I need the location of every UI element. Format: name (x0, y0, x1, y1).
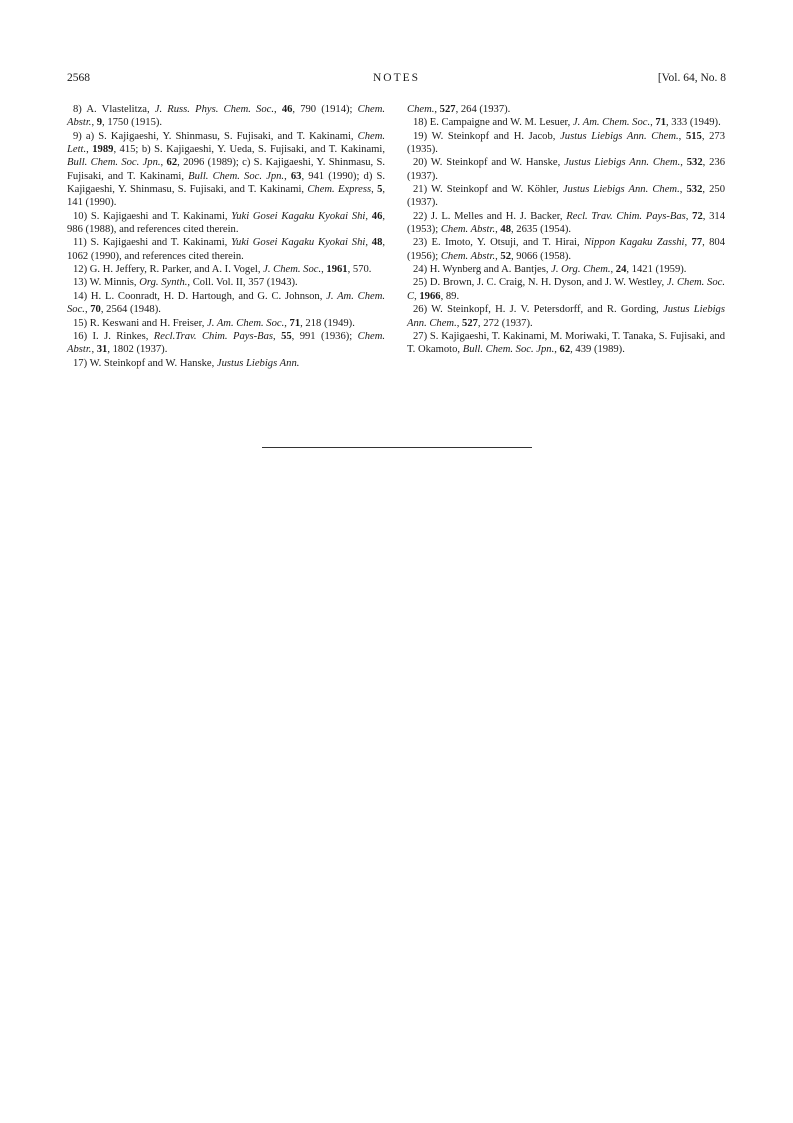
reference-text: , 1062 (1990), and references cited therein. (67, 237, 386, 262)
reference-text: , 236 (1937). (407, 157, 726, 182)
reference-text: , 1421 (1959). (626, 264, 687, 276)
reference-text: , 250 (1937). (407, 184, 725, 209)
reference-volume: 63 (290, 170, 302, 182)
reference-text: 10) S. Kajigaeshi and T. Kakinami, (73, 210, 232, 222)
reference-volume: 46 (371, 210, 383, 222)
reference-text: , 2635 (1954). (511, 224, 572, 236)
reference-journal: J. Am. Chem. Soc. (67, 290, 385, 316)
volume-label: [Vol. 64, No. 8 (657, 72, 726, 84)
reference-volume: 77 (691, 237, 703, 249)
reference-journal: Chem. Abstr. (440, 250, 496, 262)
reference-text: , (274, 104, 282, 115)
reference-text: 20) W. Steinkopf and W. Hanske, (413, 157, 565, 169)
reference-text: , (678, 130, 686, 142)
reference-entry (67, 330, 385, 357)
reference-text: , (86, 144, 93, 156)
reference-text: 17) W. Steinkopf and W. Hanske, (73, 357, 217, 369)
reference-text: , (284, 170, 291, 182)
reference-entry (67, 236, 385, 263)
reference-text: , 439 (1989). (570, 344, 625, 356)
reference-volume: 9 (96, 117, 103, 129)
reference-entry (407, 103, 725, 116)
reference-journal: J. Am. Chem. Soc. (207, 317, 285, 329)
reference-text: , 941 (1990); d) S. Kajigaeshi, Y. Shinmasu, S. Fujisaki, and T. Kakinami, (67, 170, 386, 196)
reference-volume: 5 (377, 184, 383, 196)
reference-entry (67, 210, 385, 237)
page-number: 2568 (67, 72, 90, 84)
reference-text: , (495, 224, 501, 236)
reference-text: , (371, 184, 378, 196)
reference-journal: Chem. Abstr. (67, 104, 385, 129)
reference-entry (67, 290, 385, 317)
reference-volume: 70 (90, 304, 101, 316)
reference-text: , 2564 (1948). (100, 304, 161, 316)
reference-text: 26) W. Steinkopf, H. J. V. Petersdorff, and R. Gording, (413, 304, 664, 316)
reference-text: , 415; b) S. Kajigaeshi, Y. Ueda, S. Fujisaki, and T. Kakinami, (113, 144, 385, 156)
reference-text: , 986 (1988), and references cited therein. (67, 210, 386, 236)
reference-text: , (273, 330, 282, 342)
reference-entry (407, 276, 725, 303)
reference-text: 9) a) S. Kajigaeshi, Y. Shinmasu, S. Fujisaki, and T. Kakinami, (73, 130, 358, 142)
reference-journal: Chem. Abstr. (440, 224, 496, 236)
reference-volume: 71 (289, 317, 301, 329)
reference-text: , (414, 290, 420, 302)
reference-text: , 1802 (1937). (107, 344, 168, 356)
reference-text: , (680, 157, 687, 169)
reference-entry (67, 276, 385, 289)
reference-text: , 314 (1953); (407, 210, 725, 236)
reference-entry (407, 116, 725, 129)
reference-text: , (434, 104, 440, 115)
reference-journal: Bull. Chem. Soc. Jpn. (67, 157, 161, 169)
reference-entry (407, 236, 725, 263)
reference-text: , 804 (1956); (407, 237, 726, 262)
reference-text: , (365, 237, 372, 249)
reference-volume: 1961 (326, 264, 348, 276)
reference-entry (407, 210, 725, 237)
reference-journal: J. Chem. Soc. C (407, 277, 725, 302)
reference-journal: Yuki Gosei Kagaku Kyokai Shi (231, 210, 366, 222)
reference-entry (407, 303, 725, 330)
reference-volume: 72 (692, 210, 703, 222)
reference-text: , (365, 210, 372, 222)
reference-volume: 1966 (419, 290, 441, 302)
reference-journal: Justus Liebigs Ann. Chem. (560, 130, 679, 142)
reference-text: , (284, 317, 290, 329)
reference-text: , 264 (1937). (455, 104, 511, 115)
reference-text: 11) S. Kajigaeshi and T. Kakinami, (73, 237, 232, 249)
reference-text: 22) J. L. Melles and H. J. Backer, (413, 210, 567, 222)
reference-entry (407, 263, 725, 276)
reference-journal: Chem. (407, 104, 435, 115)
reference-entry (67, 103, 385, 130)
reference-journal: Yuki Gosei Kagaku Kyokai Shi (231, 237, 366, 249)
reference-text: 23) E. Imoto, Y. Otsuji, and T. Hirai, (413, 237, 584, 249)
reference-journal: Justus Liebigs Ann. Chem. (564, 157, 681, 169)
reference-text: , 333 (1949). (666, 117, 721, 129)
reference-volume: 55 (281, 330, 292, 342)
reference-text: , (91, 344, 97, 356)
reference-journal: Chem. Lett. (67, 130, 385, 156)
reference-text: 16) I. J. Rinkes, (73, 330, 154, 342)
reference-entry (407, 183, 725, 210)
running-header (67, 72, 726, 88)
reference-journal: Chem. Express (307, 184, 372, 196)
reference-text: 27) S. Kajigaeshi, T. Kakinami, M. Moriwaki, T. Tanaka, S. Fujisaki, and T. Okamoto, (407, 330, 725, 356)
reference-entry (67, 357, 385, 370)
reference-journal: Justus Liebigs Ann. (216, 357, 300, 369)
reference-text: , 2096 (1989); c) S. Kajigaeshi, Y. Shinmasu, S. Fujisaki, and T. Kakinami, (67, 157, 386, 182)
reference-journal: Chem. Abstr. (67, 330, 385, 356)
reference-entry (67, 317, 385, 330)
reference-volume: 532 (686, 157, 703, 169)
reference-text: 25) D. Brown, J. C. Craig, N. H. Dyson, and J. W. Westley, (413, 277, 667, 289)
reference-text: 14) H. L. Coonradt, H. D. Hartough, and G. C. Johnson, (73, 290, 327, 302)
references-right-column (407, 103, 725, 357)
end-rule (262, 447, 532, 448)
reference-text: 12) G. H. Jeffery, R. Parker, and A. I. Vogel, (73, 264, 264, 276)
reference-text: 13) W. Minnis, (73, 277, 140, 289)
reference-text: , 1750 (1915). (102, 117, 163, 129)
reference-text: , 991 (1936); (291, 330, 358, 342)
reference-journal: Justus Liebigs Ann. Chem. (562, 184, 680, 196)
reference-text: , 9066 (1958). (511, 250, 572, 262)
reference-journal: J. Org. Chem. (551, 264, 611, 276)
reference-text: , (679, 184, 687, 196)
section-title: NOTES (372, 72, 421, 84)
reference-journal: J. Russ. Phys. Chem. Soc. (154, 104, 274, 115)
reference-journal: J. Chem. Soc. (263, 264, 322, 276)
reference-text: 15) R. Keswani and H. Freiser, (73, 317, 208, 329)
reference-journal: Nippon Kagaku Zasshi (583, 237, 685, 249)
reference-text: 8) A. Vlastelitza, (73, 104, 155, 115)
reference-volume: 532 (686, 184, 703, 196)
reference-text: , 141 (1990). (67, 184, 386, 209)
reference-journal: J. Am. Chem. Soc. (572, 117, 651, 129)
reference-entry (407, 130, 725, 157)
reference-volume: 62 (166, 157, 178, 169)
reference-journal: Org. Synth. (139, 277, 188, 289)
reference-entry (407, 330, 725, 357)
reference-text: , (84, 304, 91, 316)
reference-text: , (684, 237, 692, 249)
reference-entry (67, 130, 385, 210)
reference-text: , (685, 210, 693, 222)
reference-volume: 48 (500, 224, 511, 236)
reference-text: , (160, 157, 167, 169)
reference-text: , 218 (1949). (300, 317, 355, 329)
reference-volume: 71 (655, 117, 666, 129)
reference-text: , (650, 117, 656, 129)
reference-volume: 52 (500, 250, 511, 262)
reference-journal: Recl.Trav. Chim. Pays-Bas (153, 330, 273, 342)
reference-text: , 89. (440, 290, 460, 302)
reference-entry (407, 156, 725, 183)
reference-volume: 31 (96, 344, 108, 356)
reference-journal: Justus Liebigs Ann. Chem. (407, 304, 725, 329)
reference-volume: 46 (281, 104, 293, 115)
reference-volume: 527 (462, 317, 478, 329)
reference-volume: 24 (615, 264, 627, 276)
reference-journal: Bull. Chem. Soc. Jpn. (462, 344, 555, 356)
reference-volume: 62 (559, 344, 571, 356)
reference-text: , (495, 250, 501, 262)
reference-journal: Bull. Chem. Soc. Jpn. (188, 170, 285, 182)
reference-text: 19) W. Steinkopf and H. Jacob, (413, 130, 561, 142)
reference-text: , (610, 264, 616, 276)
reference-text: , Coll. Vol. II, 357 (1943). (187, 277, 298, 289)
reference-text: , (554, 344, 560, 356)
reference-text: , 273 (1935). (407, 130, 726, 156)
reference-text: , (321, 264, 327, 276)
reference-text: , (456, 317, 463, 329)
reference-journal: Recl. Trav. Chim. Pays-Bas (566, 210, 686, 222)
reference-text: 24) H. Wynberg and A. Bantjes, (413, 264, 552, 276)
reference-text: , 272 (1937). (477, 317, 533, 329)
reference-text: 21) W. Steinkopf and W. Köhler, (413, 184, 563, 196)
reference-text: , 790 (1914); (292, 104, 358, 115)
reference-text: , (91, 117, 97, 129)
reference-text: , 570. (347, 264, 372, 276)
reference-volume: 1989 (92, 144, 114, 156)
reference-volume: 527 (439, 104, 456, 115)
reference-text: 18) E. Campaigne and W. M. Lesuer, (413, 117, 573, 129)
reference-volume: 48 (371, 237, 383, 249)
reference-entry (67, 263, 385, 276)
reference-volume: 515 (685, 130, 702, 142)
references-left-column (67, 103, 385, 370)
